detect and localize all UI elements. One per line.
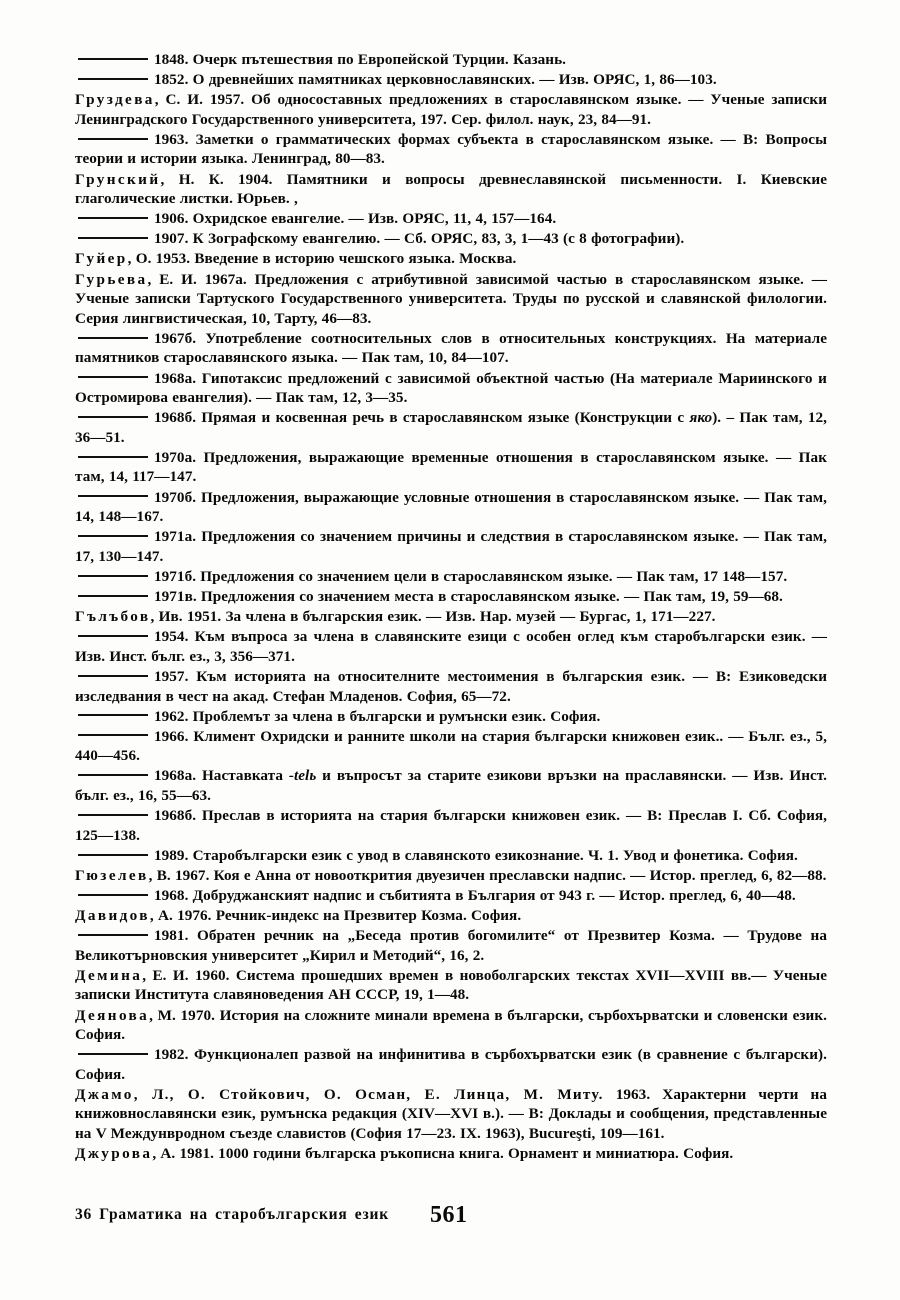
page-footer <box>75 1202 827 1236</box>
entry-text: , Е. И. 1960. Система прошедших времен в новоболгарских текстах XVII—XVIII вв.— Ученые записки Института славяноведения АН СССР, 19, 1—48. <box>75 966 827 1004</box>
repeat-author-rule-icon <box>78 595 148 597</box>
bibliography-entry <box>75 50 827 70</box>
bibliography-entry <box>75 766 827 805</box>
entry-text: 1963. Заметки о грамматических формах субъекта в старославянском языке. — В: Вопросы теории и истории языка. Ленинград, 80—83. <box>75 130 827 168</box>
entry-text-after-italic: и въпросът за старите езикови връзки на праславянски. — Изв. Инст. бълг. ез., 16, 55—63. <box>75 767 828 804</box>
bibliography-entry <box>75 846 827 866</box>
bibliography-entry <box>75 886 827 906</box>
entry-text: 1967б. Употребление соотносительных слов в относительных конструкциях. На материале памятников старославянского языка. — Пак там, 10, 84—107. <box>75 329 827 367</box>
entry-text: 1907. К Зографскому евангелию. — Сб. ОРЯС, 83, 3, 1—43 (с 8 фотографии). <box>154 230 685 248</box>
bibliography-entry <box>75 1006 827 1045</box>
entry-text: , А. 1976. Речник-индекс на Презвитер Козма. София. <box>149 907 522 925</box>
bibliography-entry <box>75 270 827 329</box>
bibliography-entry <box>75 130 827 169</box>
repeat-author-rule-icon <box>78 58 148 60</box>
entry-text: , Н. К. 1904. Памятники и вопросы древнеславянской письменности. I. Киевские глаголические листки. Юрьев. , <box>75 170 827 208</box>
bibliography-entry <box>75 1144 827 1164</box>
entry-text: , М. 1970. История на сложните минали времена в български, сърбохърватски и словенски език. София. <box>75 1006 827 1044</box>
entry-text: , С. И. 1957. Об односоставных предложениях в старославянском языке. — Ученые записки Ленинградского Государственного университета, 197. Сер. филол. наук, 23, 84—91. <box>75 91 827 128</box>
repeat-author-rule-icon <box>78 456 148 458</box>
bibliography-entry <box>75 906 827 926</box>
bibliography-entry <box>75 527 827 566</box>
bibliography-entry <box>75 926 827 965</box>
bibliography-entry <box>75 866 827 886</box>
repeat-author-rule-icon <box>78 217 148 219</box>
entry-author: Деянова <box>75 1006 150 1024</box>
repeat-author-rule-icon <box>78 337 148 339</box>
bibliography-entry <box>75 727 827 766</box>
repeat-author-rule-icon <box>78 635 148 637</box>
repeat-author-rule-icon <box>78 894 148 896</box>
page-number: 561 <box>430 1202 468 1228</box>
entry-author: Гълъбов <box>75 608 151 626</box>
entry-text: 1971в. Предложения со значением места в старославянском языке. — Пак там, 19, 59—68. <box>154 588 783 606</box>
bibliography-entry <box>75 369 827 408</box>
entry-text: 1982. Функционалеп развой на инфинитива в сърбохърватски език (в сравнение с български). София. <box>75 1046 827 1083</box>
bibliography-entry <box>75 806 827 845</box>
bibliography-entry <box>75 607 827 627</box>
repeat-author-rule-icon <box>78 774 148 776</box>
bibliography-entry <box>75 667 827 706</box>
repeat-author-rule-icon <box>78 138 148 140</box>
bibliography-entry <box>75 329 827 368</box>
repeat-author-rule-icon <box>78 237 148 239</box>
bibliography-entry <box>75 170 827 209</box>
entry-text: , Ив. 1951. За члена в българския език. — Изв. Нар. музей — Бургас, 1, 171—227. <box>150 608 716 626</box>
entry-text: 1962. Проблемът за члена в български и румънски език. София. <box>154 707 601 725</box>
entry-author: Грунский <box>75 170 161 188</box>
repeat-author-rule-icon <box>78 535 148 537</box>
entry-text: 1968б. Преслав в историята на стария български книжовен език. — В: Преслав I. Сб. София, 125—138. <box>75 807 827 844</box>
entry-italic-term: -telь <box>288 767 317 785</box>
entry-author: Джурова <box>75 1145 153 1163</box>
entry-text-after-italic: ). – Пак там, 12, 36—51. <box>75 409 828 446</box>
repeat-author-rule-icon <box>78 714 148 716</box>
entry-text: , А. 1981. 1000 години българска ръкописна книга. Орнамент и миниатюра. София. <box>152 1145 734 1163</box>
repeat-author-rule-icon <box>78 1053 148 1055</box>
entry-text: , О. 1953. Введение в историю чешского языка. Москва. <box>127 250 517 268</box>
repeat-author-rule-icon <box>78 854 148 856</box>
bibliography-entry <box>75 209 827 229</box>
bibliography-entry <box>75 70 827 90</box>
bibliography-entry <box>75 627 827 666</box>
entry-text: , В. 1967. Коя е Анна от новооткрития двуезичен преславски надпис. — Истор. преглед, 6, 82—88. <box>148 866 827 884</box>
entry-coauthors: , Л., О. Стойкович, О. Осман, Е. Линца, М. Миту. <box>133 1085 604 1103</box>
bibliography-entry <box>75 1045 827 1084</box>
entry-author: Гуйер <box>75 250 128 268</box>
entry-text: 1957. Към историята на относителните местоимения в българския език. — В: Езиковедски изследвания в чест на акад. Стефан Младенов. София, 65—72. <box>75 667 827 705</box>
entry-author: Демина <box>75 966 143 984</box>
entry-text: 1968. Добруджанският надпис и събитията в България от 943 г. — Истор. преглед, 6, 40—48. <box>154 886 796 904</box>
signature-mark-and-running-title: 36 Граматика на старобългарския език <box>75 1206 389 1223</box>
entry-text-before-italic: 1968а. Наставката <box>154 767 289 785</box>
bibliography-entry <box>75 229 827 249</box>
bibliography-entry <box>75 587 827 607</box>
repeat-author-rule-icon <box>78 675 148 677</box>
entry-text: 1971б. Предложения со значением цели в старославянском языке. — Пак там, 17 148—157. <box>154 567 788 585</box>
repeat-author-rule-icon <box>78 416 148 418</box>
entry-text: 1954. Към въпроса за члена в славянските езици с особен оглед към старобългарски език. — Изв. Инст. бълг. ез., 3, 356—371. <box>75 628 827 665</box>
entry-text: 1848. Очерк пътешествия по Европейской Турции. Казань. <box>154 51 567 68</box>
entry-text: 1981. Обратен речник на „Беседа против богомилите“ от Презвитер Козма. — Трудове на Великотърновския университет „Кирил и Методий“, 16, 2. <box>75 927 827 964</box>
repeat-author-rule-icon <box>78 814 148 816</box>
entry-text: 1963. Характерни черти на книжовнославянски език, румънска редакция (XIV—XVI в.). — В: Доклады и сообщения, представленные на V Междунвродном съезде славистов (София 17—23. IX. 1963), Bucureşti, 109—161. <box>75 1085 828 1143</box>
bibliography-entry <box>75 1085 827 1144</box>
bibliography-entry <box>75 966 827 1005</box>
bibliography-list <box>75 50 827 1164</box>
entry-author: Джамо <box>75 1085 134 1103</box>
repeat-author-rule-icon <box>78 734 148 736</box>
bibliography-entry <box>75 408 827 447</box>
entry-text: 1966. Климент Охридски и ранните школи на стария български книжовен език.. — Бълг. ез., 5, 440—456. <box>75 727 827 765</box>
entry-author: Гурьева <box>75 270 148 288</box>
entry-text: 1852. О древнейших памятниках церковнославянских. — Изв. ОРЯС, 1, 86—103. <box>154 71 717 89</box>
entry-text: 1971а. Предложения со значением причины и следствия в старославянском языке. — Пак там, 17, 130—147. <box>75 528 827 565</box>
entry-text: 1970а. Предложения, выражающие временные отношения в старославянском языке. — Пак там, 14, 117—147. <box>75 448 827 486</box>
entry-text: 1906. Охридское евангелие. — Изв. ОРЯС, 11, 4, 157—164. <box>154 210 557 228</box>
entry-author: Гюзелев <box>75 866 149 884</box>
bibliography-entry <box>75 567 827 587</box>
entry-text: 1989. Старобългарски език с увод в славянското езикознание. Ч. 1. Увод и фонетика. София. <box>154 846 798 864</box>
entry-text: 1968а. Гипотаксис предложений с зависимой объектной частью (На материале Мариинского и Остромирова евангелия). — Пак там, 12, 3—35. <box>75 369 827 407</box>
entry-author: Давидов <box>75 907 150 925</box>
bibliography-entry <box>75 249 827 269</box>
entry-text: 1970б. Предложения, выражающие условные отношения в старославянском языке. — Пак там, 14, 148—167. <box>75 488 827 526</box>
repeat-author-rule-icon <box>78 934 148 936</box>
repeat-author-rule-icon <box>78 78 148 80</box>
entry-text-before-italic: 1968б. Прямая и косвенная речь в старославянском языке (Конструкции с <box>154 409 690 427</box>
bibliography-entry <box>75 488 827 527</box>
entry-text: , Е. И. 1967а. Предложения с атрибутивной зависимой частью в старославянском языке. — Ученые записки Тартуского Государственного университета. Труды по русской и славянской филологии. Серия лингвистическая, 10, Тарту, 46—83. <box>75 270 827 327</box>
bibliography-entry <box>75 707 827 727</box>
bibliography-entry <box>75 90 827 129</box>
entry-author: Груздева <box>75 91 155 109</box>
repeat-author-rule-icon <box>78 575 148 577</box>
repeat-author-rule-icon <box>78 376 148 378</box>
entry-italic-term: яко <box>689 409 713 427</box>
repeat-author-rule-icon <box>78 495 148 497</box>
bibliography-entry <box>75 448 827 487</box>
